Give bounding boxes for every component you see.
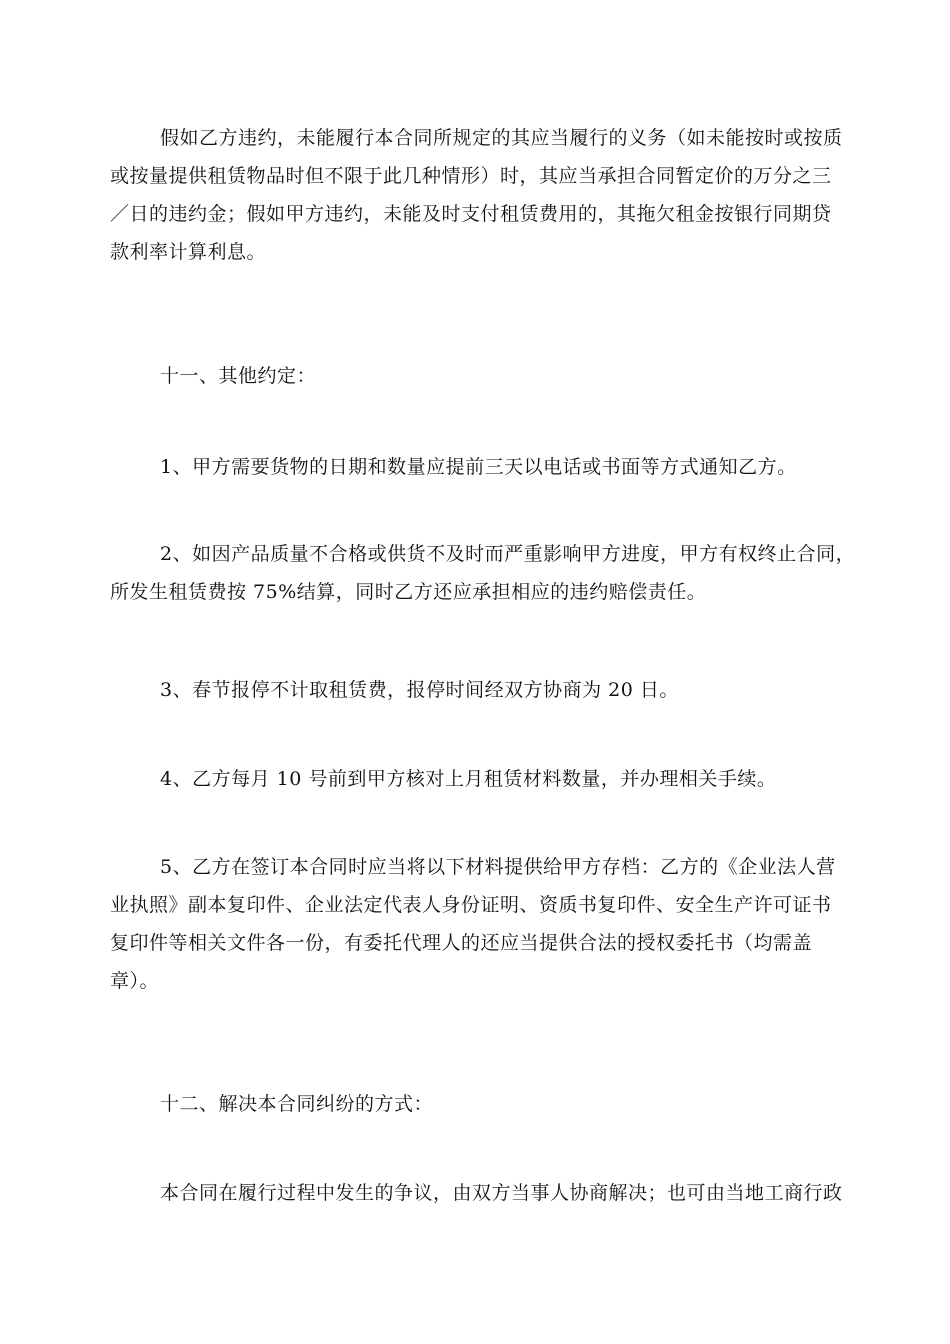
text-line: 3、春节报停不计取租赁费，报停时间经双方协商为 20 日。 (160, 679, 679, 701)
clause-3 (148, 671, 848, 709)
text-line: 章）。 (110, 970, 160, 992)
text-line: 2、如因产品质量不合格或供货不及时而严重影响甲方进度，甲方有权终止合同， (160, 543, 856, 565)
text-line: 业执照》副本复印件、企业法定代表人身份证明、资质书复印件、安全生产许可证书 (110, 894, 832, 916)
heading-text: 十一、其他约定： (160, 365, 317, 387)
clause-1 (148, 448, 848, 486)
text-line: 假如乙方违约，未能履行本合同所规定的其应当履行的义务（如未能按时或按质 (160, 127, 843, 149)
text-line: 或按量提供租赁物品时但不限于此几种情形）时，其应当承担合同暂定价的万分之三 (110, 165, 832, 187)
section-heading-12 (148, 1085, 848, 1123)
clause-4 (148, 760, 848, 798)
text-line: 5、乙方在签订本合同时应当将以下材料提供给甲方存档：乙方的《企业法人营 (160, 856, 836, 878)
text-line: 所发生租赁费按 75%结算，同时乙方还应承担相应的违约赔偿责任。 (110, 581, 707, 603)
dispute-paragraph (148, 1174, 848, 1212)
clause-5 (110, 848, 848, 1000)
clause-2 (110, 535, 856, 611)
text-line: ／日的违约金；假如甲方违约，未能及时支付租赁费用的，其拖欠租金按银行同期贷 (110, 203, 832, 225)
section-heading-11 (148, 357, 848, 395)
text-line: 1、甲方需要货物的日期和数量应提前三天以电话或书面等方式通知乙方。 (160, 456, 797, 478)
text-line: 复印件等相关文件各一份，有委托代理人的还应当提供合法的授权委托书（均需盖 (110, 932, 813, 954)
text-line: 款利率计算利息。 (110, 241, 267, 263)
penalty-paragraph (110, 119, 848, 271)
text-line: 本合同在履行过程中发生的争议，由双方当事人协商解决；也可由当地工商行政 (160, 1182, 843, 1204)
text-line: 4、乙方每月 10 号前到甲方核对上月租赁材料数量，并办理相关手续。 (160, 768, 777, 790)
heading-text: 十二、解决本合同纠纷的方式： (160, 1093, 434, 1115)
